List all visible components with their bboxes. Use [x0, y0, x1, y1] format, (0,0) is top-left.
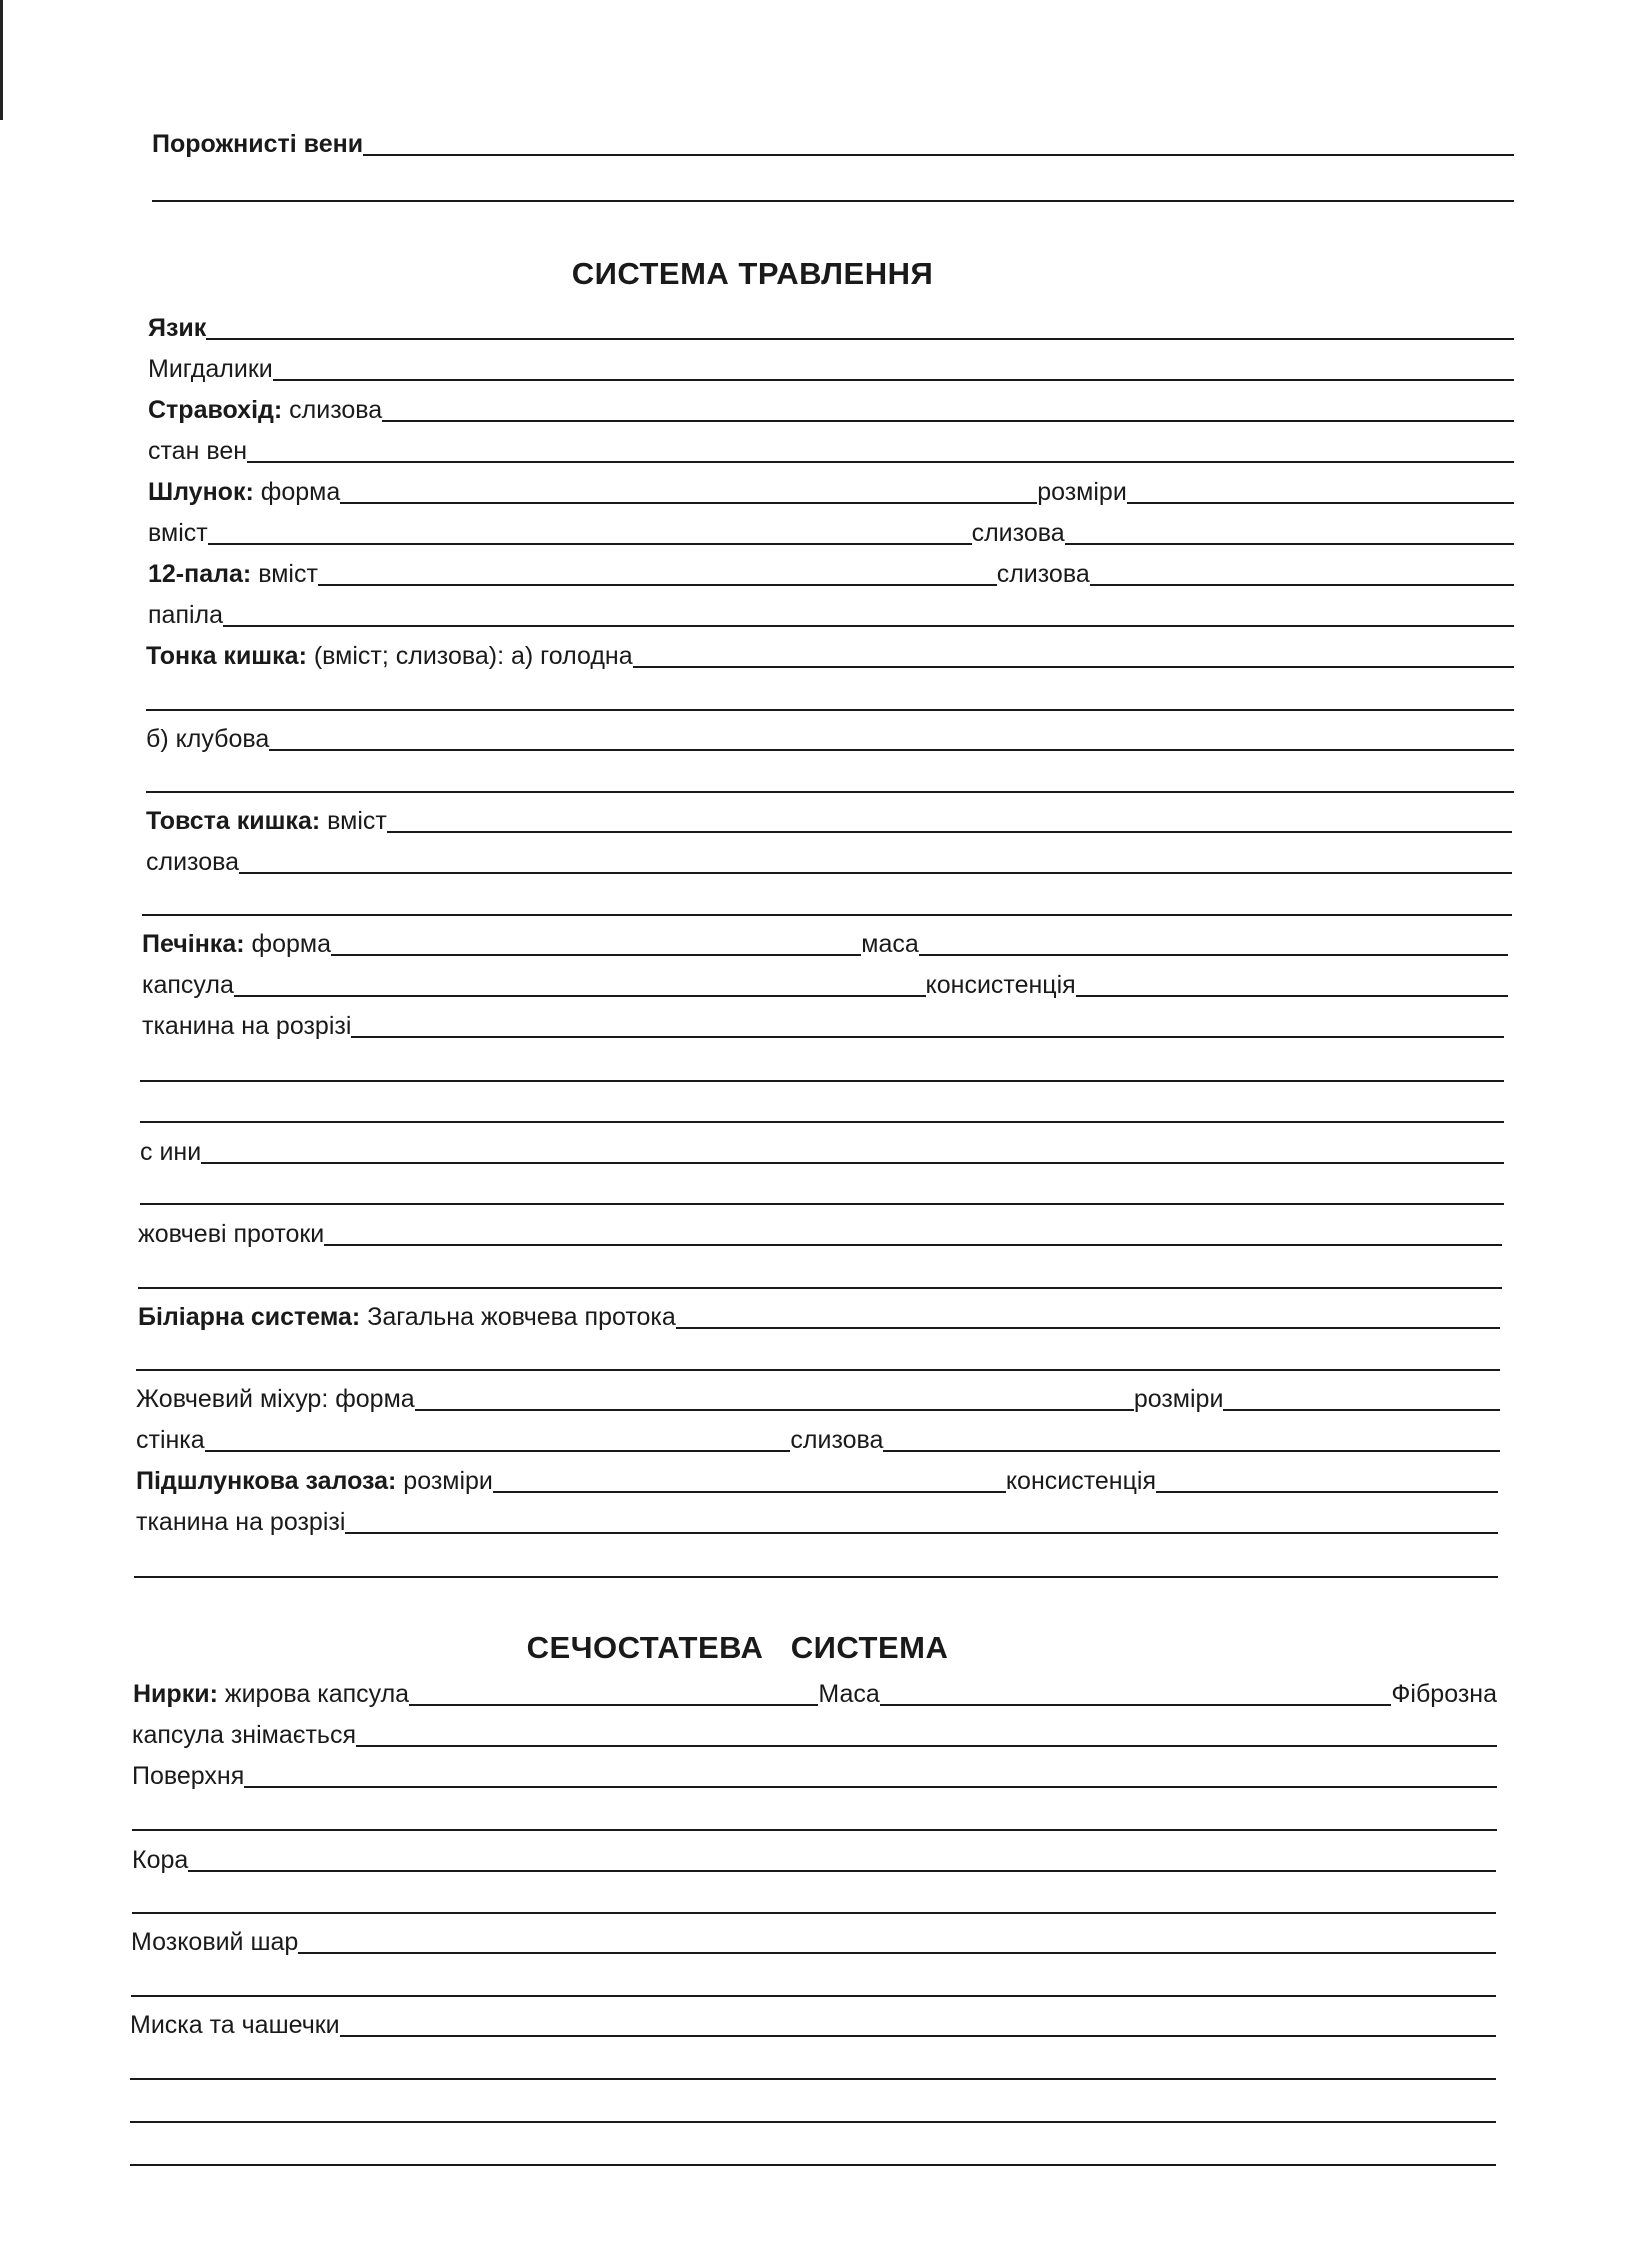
- pancreas-row: [136, 1463, 1498, 1497]
- liver-lobules-field-2[interactable]: [140, 1202, 1504, 1205]
- jejunum-field[interactable]: [633, 665, 1514, 668]
- ileum-row-2: [146, 763, 1514, 797]
- stomach-mucosa-field[interactable]: [1065, 542, 1514, 545]
- pancreas-consistency-field[interactable]: [1156, 1490, 1498, 1493]
- kidneys-fat-capsule-field[interactable]: [409, 1703, 818, 1706]
- gallbladder-size-label: розміри: [1133, 1385, 1224, 1413]
- jejunum-row-2: [146, 681, 1514, 715]
- pancreas-cut-field[interactable]: [345, 1531, 1498, 1534]
- esophagus-veins-label: стан вен: [148, 437, 248, 465]
- bile-ducts-row: [138, 1216, 1502, 1250]
- tongue-field[interactable]: [206, 337, 1514, 340]
- kidneys-capsule-field[interactable]: [356, 1744, 1497, 1747]
- liver-label: Печінка:: [142, 930, 245, 958]
- ileum-field[interactable]: [269, 748, 1514, 751]
- kidneys-capsule-row: [132, 1717, 1497, 1751]
- kidneys-surface-field-2[interactable]: [132, 1828, 1497, 1831]
- stomach-row: [148, 474, 1514, 508]
- ileum-row: [146, 721, 1514, 755]
- kidneys-medulla-label: Мозковий шар: [131, 1928, 299, 1956]
- kidneys-medulla-field-2[interactable]: [131, 1994, 1496, 1997]
- kidneys-pelvis-field[interactable]: [340, 2034, 1496, 2037]
- tongue-label: Язик: [148, 314, 207, 342]
- liver-cut-row-2: [140, 1052, 1504, 1086]
- bile-ducts-field[interactable]: [324, 1243, 1502, 1246]
- large-intestine-mucosa-row: [146, 844, 1512, 878]
- liver-consistency-field[interactable]: [1076, 994, 1508, 997]
- gallbladder-mucosa-field[interactable]: [883, 1449, 1500, 1452]
- esophagus-veins-field[interactable]: [247, 460, 1514, 463]
- large-intestine-row: [146, 803, 1512, 837]
- pancreas-cut-field-2[interactable]: [134, 1575, 1498, 1578]
- jejunum-field-2[interactable]: [146, 708, 1514, 711]
- liver-lobules-row: [140, 1134, 1504, 1168]
- liver-form-label: форма: [251, 930, 331, 958]
- liver-lobules-field[interactable]: [201, 1161, 1504, 1164]
- kidneys-mass-label: Маса: [818, 1680, 880, 1708]
- large-intestine-field-3[interactable]: [142, 913, 1512, 916]
- liver-capsule-label: капсула: [142, 971, 234, 999]
- papilla-row: [148, 597, 1514, 631]
- small-intestine-text: (вміст; слизова): а) голодна: [313, 642, 633, 670]
- gallbladder-label: Жовчевий міхур: форма: [136, 1385, 415, 1413]
- kidneys-pelvis-field-3[interactable]: [130, 2120, 1496, 2123]
- liver-lobules-label: с ини: [140, 1138, 202, 1166]
- ileum-field-2[interactable]: [146, 790, 1514, 793]
- tonsils-field[interactable]: [273, 378, 1514, 381]
- esophagus-label: Стравохід:: [148, 396, 283, 424]
- kidneys-pelvis-label: Миска та чашечки: [130, 2011, 340, 2039]
- liver-lobules-row-2: [140, 1175, 1504, 1209]
- duodenum-content-label: вміст: [258, 560, 318, 588]
- stomach-size-label: розміри: [1037, 478, 1127, 506]
- tonsils-row: [148, 351, 1514, 385]
- kidneys-medulla-row-2: [131, 1967, 1496, 2001]
- biliary-field-2[interactable]: [136, 1368, 1500, 1371]
- gallbladder-form-field[interactable]: [415, 1408, 1134, 1411]
- pancreas-consistency-label: консистенція: [1005, 1467, 1157, 1495]
- scan-edge-mark: [0, 0, 3, 120]
- tonsils-label: Мигдалики: [148, 355, 273, 383]
- large-intestine-mucosa-field[interactable]: [239, 871, 1512, 874]
- liver-capsule-field[interactable]: [234, 994, 926, 997]
- kidneys-surface-label: Поверхня: [132, 1762, 245, 1790]
- kidneys-cortex-field-2[interactable]: [132, 1911, 1496, 1914]
- gallbladder-row: [136, 1381, 1500, 1415]
- stomach-label: Шлунок:: [148, 478, 254, 506]
- pancreas-cut-label: тканина на розрізі: [136, 1508, 346, 1536]
- liver-cut-field-2[interactable]: [140, 1079, 1504, 1082]
- kidneys-capsule-label: капсула знімається: [132, 1721, 356, 1749]
- pancreas-size-field[interactable]: [493, 1490, 1006, 1493]
- liver-form-field[interactable]: [331, 953, 861, 956]
- kidneys-mass-field[interactable]: [880, 1703, 1392, 1706]
- kidneys-surface-field[interactable]: [244, 1785, 1497, 1788]
- biliary-label: Біліарна система:: [138, 1303, 361, 1331]
- papilla-label: папіла: [148, 601, 224, 629]
- biliary-row-2: [136, 1341, 1500, 1375]
- kidneys-medulla-row: [131, 1924, 1496, 1958]
- large-intestine-mucosa-label: слизова: [146, 848, 240, 876]
- kidneys-cortex-row-2: [132, 1884, 1496, 1918]
- stomach-mucosa-label: слизова: [971, 519, 1065, 547]
- pancreas-cut-row: [136, 1504, 1498, 1538]
- pancreas-label: Підшлункова залоза:: [136, 1467, 397, 1495]
- liver-cut-field-3[interactable]: [140, 1120, 1504, 1123]
- gallbladder-size-field[interactable]: [1223, 1408, 1500, 1411]
- esophagus-mucosa-field[interactable]: [382, 419, 1514, 422]
- liver-capsule-row: [142, 967, 1508, 1001]
- papilla-field[interactable]: [223, 624, 1514, 627]
- large-intestine-label: Товста кишка:: [146, 807, 321, 835]
- esophagus-row: [148, 392, 1514, 426]
- gallbladder-wall-row: [136, 1422, 1500, 1456]
- veins-field[interactable]: [363, 153, 1514, 156]
- small-intestine-row: [146, 638, 1514, 672]
- kidneys-pelvis-field-2[interactable]: [130, 2077, 1496, 2080]
- kidneys-surface-row-2: [132, 1801, 1497, 1835]
- duodenum-content-field[interactable]: [318, 583, 997, 586]
- kidneys-pelvis-field-4[interactable]: [130, 2163, 1496, 2166]
- bile-ducts-row-2: [138, 1259, 1502, 1293]
- pancreas-size-label: розміри: [403, 1467, 493, 1495]
- esophagus-veins-row: [148, 433, 1514, 467]
- stomach-form-field[interactable]: [340, 501, 1037, 504]
- biliary-duct-field[interactable]: [676, 1326, 1500, 1329]
- veins-label: Порожнисті вени: [152, 130, 364, 158]
- bile-ducts-label: жовчеві протоки: [138, 1220, 325, 1248]
- stomach-form-label: форма: [260, 478, 341, 506]
- kidneys-pelvis-row: [130, 2007, 1496, 2041]
- gallbladder-wall-label: стінка: [136, 1426, 205, 1454]
- kidneys-pelvis-row-3: [130, 2093, 1496, 2127]
- kidneys-fat-capsule-label: жирова капсула: [224, 1680, 410, 1708]
- gallbladder-wall-field[interactable]: [205, 1449, 791, 1452]
- veins-field-2[interactable]: [152, 199, 1514, 202]
- urogenital-heading: СЕЧОСТАТЕВА СИСТЕМА: [526, 1630, 949, 1665]
- liver-cut-row: [142, 1008, 1504, 1042]
- stomach-size-field[interactable]: [1127, 501, 1514, 504]
- gallbladder-mucosa-label: слизова: [790, 1426, 884, 1454]
- stomach-content-label: вміст: [148, 519, 208, 547]
- duodenum-mucosa-label: слизова: [996, 560, 1090, 588]
- stomach-content-row: [148, 515, 1514, 549]
- digestive-heading: СИСТЕМА ТРАВЛЕННЯ: [571, 256, 934, 291]
- liver-mass-label: маса: [861, 930, 919, 958]
- biliary-duct-label: Загальна жовчева протока: [367, 1303, 676, 1331]
- liver-mass-field[interactable]: [919, 953, 1508, 956]
- small-intestine-label: Тонка кишка:: [146, 642, 307, 670]
- duodenum-mucosa-field[interactable]: [1090, 583, 1514, 586]
- liver-consistency-label: консистенція: [925, 971, 1076, 999]
- bile-ducts-field-2[interactable]: [138, 1286, 1502, 1289]
- kidneys-cortex-field[interactable]: [188, 1869, 1496, 1872]
- stomach-content-field[interactable]: [208, 542, 972, 545]
- kidneys-cortex-row: [132, 1842, 1496, 1876]
- kidneys-row: [133, 1676, 1497, 1710]
- kidneys-fibrous-label: Фіброзна: [1391, 1680, 1497, 1708]
- pancreas-cut-row-2: [134, 1548, 1498, 1582]
- esophagus-mucosa-label: слизова: [289, 396, 383, 424]
- kidneys-surface-row: [132, 1758, 1497, 1792]
- kidneys-pelvis-row-4: [130, 2136, 1496, 2170]
- kidneys-medulla-field[interactable]: [298, 1951, 1496, 1954]
- large-intestine-row-3: [142, 886, 1512, 920]
- tongue-row: [148, 310, 1514, 344]
- ileum-label: б) клубова: [146, 725, 270, 753]
- liver-cut-field[interactable]: [351, 1035, 1504, 1038]
- kidneys-pelvis-row-2: [130, 2050, 1496, 2084]
- kidneys-cortex-label: Кора: [132, 1846, 189, 1874]
- liver-cut-label: тканина на розрізі: [142, 1012, 352, 1040]
- duodenum-row: [148, 556, 1514, 590]
- large-intestine-content-label: вміст: [327, 807, 387, 835]
- biliary-row: [138, 1299, 1500, 1333]
- liver-cut-row-3: [140, 1093, 1504, 1127]
- large-intestine-content-field[interactable]: [387, 830, 1512, 833]
- duodenum-label: 12-пала:: [148, 560, 252, 588]
- veins-row-2: [152, 172, 1514, 206]
- liver-row: [142, 926, 1508, 960]
- kidneys-label: Нирки:: [133, 1680, 218, 1708]
- veins-row: [152, 126, 1514, 160]
